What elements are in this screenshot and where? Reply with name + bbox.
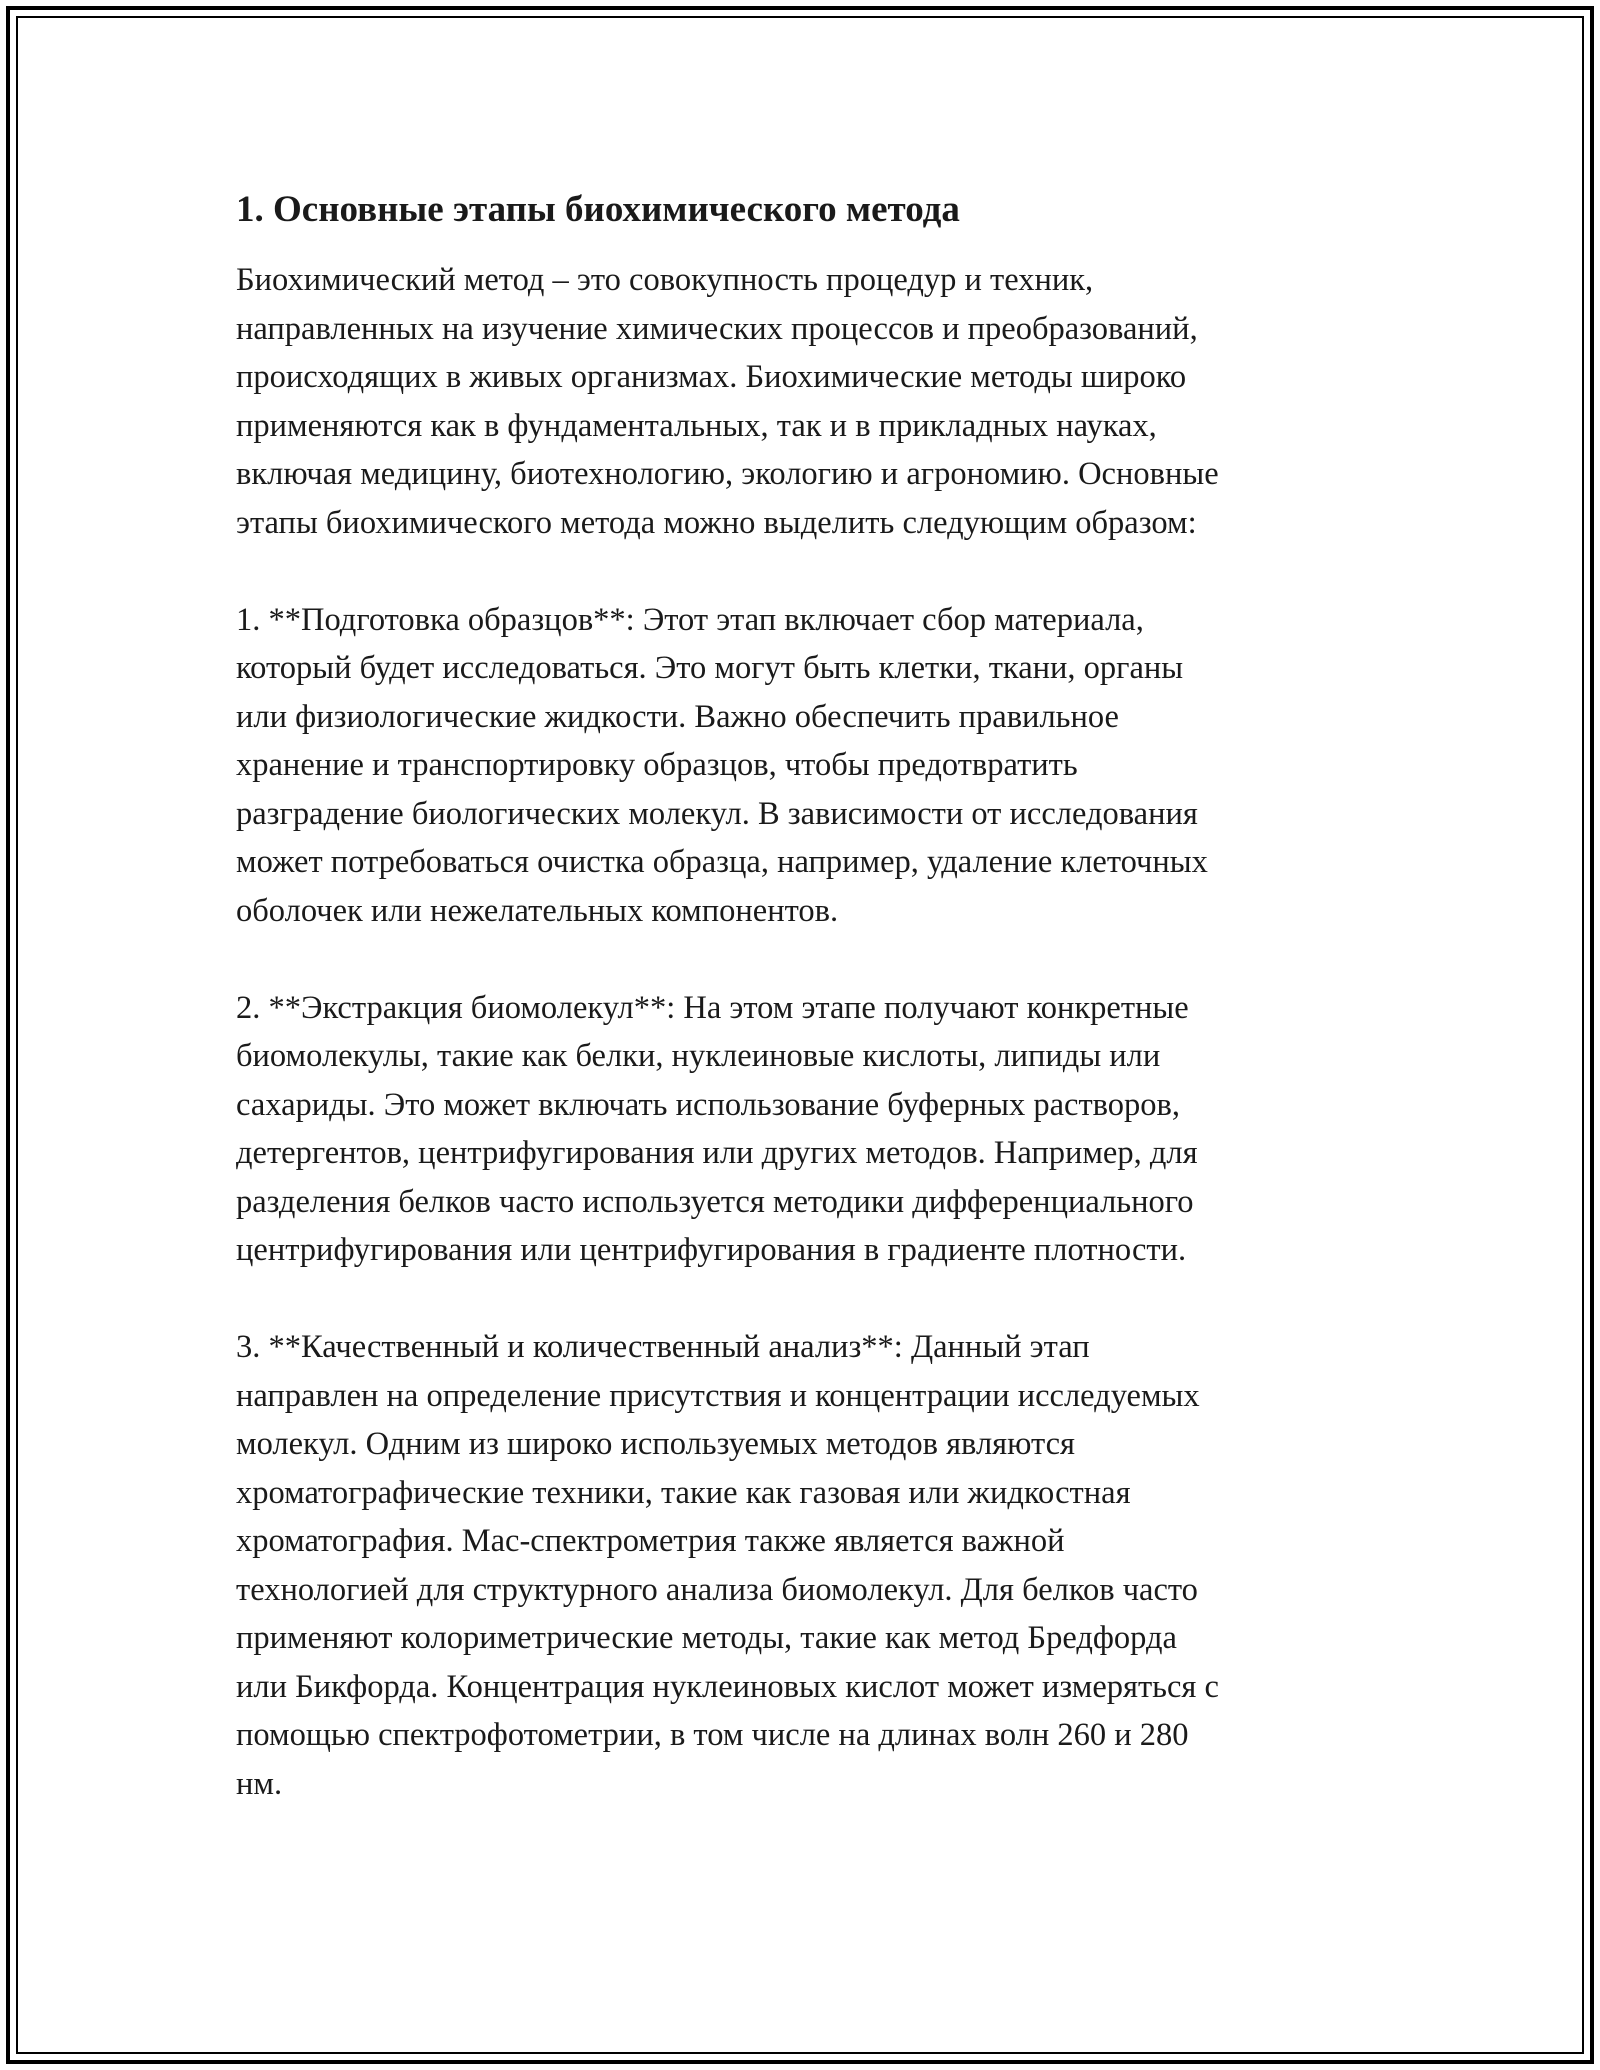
text-line: включая медицину, биотехнологию, экологию и агрономию. Основные — [236, 456, 1219, 492]
text-line: центрифугирования или центрифугирования в градиенте плотности. — [236, 1232, 1187, 1268]
section-heading: 1. Основные этапы биохимического метода — [236, 189, 960, 230]
text-line: 3. **Качественный и количественный анализ**: Данный этап — [236, 1329, 1090, 1365]
text-line: который будет исследоваться. Это могут быть клетки, ткани, органы — [236, 650, 1184, 686]
text-line: технологией для структурного анализа биомолекул. Для белков часто — [236, 1571, 1198, 1608]
text-line: хроматографические техники, такие как газовая или жидкостная — [236, 1474, 1131, 1511]
text-line: или физиологические жидкости. Важно обеспечить правильное — [236, 698, 1119, 735]
step-3-paragraph — [236, 1323, 1366, 1808]
text-line: 1. **Подготовка образцов**: Этот этап включает сбор материала, — [236, 601, 1144, 638]
text-line: или Бикфорда. Концентрация нуклеиновых кислот может измеряться с — [236, 1668, 1219, 1705]
intro-paragraph — [236, 256, 1366, 547]
text-line: оболочек или нежелательных компонентов. — [236, 892, 839, 929]
text-line: Биохимический метод – это совокупность процедур и техник, — [236, 262, 1094, 298]
text-line: детергентов, центрифугирования или других методов. Например, для — [236, 1135, 1198, 1171]
text-line: происходящих в живых организмах. Биохимические методы широко — [236, 359, 1187, 395]
text-line: разделения белков часто используется методики дифференциального — [236, 1183, 1194, 1220]
text-line: помощью спектрофотометрии, в том числе на длинах волн 260 и 280 — [236, 1717, 1189, 1753]
text-line: 2. **Экстракция биомолекул**: На этом этапе получают конкретные — [236, 989, 1189, 1026]
text-line: этапы биохимического метода можно выделить следующим образом: — [236, 504, 1197, 541]
text-line: разградение биологических молекул. В зависимости от исследования — [236, 795, 1198, 832]
text-line: может потребоваться очистка образца, например, удаление клеточных — [236, 844, 1208, 880]
text-line: биомолекулы, такие как белки, нуклеиновые кислоты, липиды или — [236, 1038, 1161, 1074]
text-line: применяются как в фундаментальных, так и в прикладных науках, — [236, 407, 1157, 444]
text-line: хранение и транспортировку образцов, чтобы предотвратить — [236, 747, 1078, 783]
text-line: сахариды. Это может включать использование буферных растворов, — [236, 1086, 1180, 1123]
step-1-paragraph — [236, 596, 1366, 936]
text-line: молекул. Одним из широко используемых методов являются — [236, 1426, 1075, 1462]
text-line: хроматография. Мас-спектрометрия также является важной — [236, 1523, 1065, 1559]
step-2-paragraph — [236, 984, 1366, 1275]
document-body — [236, 186, 1366, 1857]
text-line: направлен на определение присутствия и концентрации исследуемых — [236, 1377, 1200, 1414]
text-line: направленных на изучение химических процессов и преобразований, — [236, 310, 1198, 347]
text-line: нм. — [236, 1765, 283, 1802]
text-line: применяют колориметрические методы, такие как метод Бредфорда — [236, 1620, 1177, 1656]
